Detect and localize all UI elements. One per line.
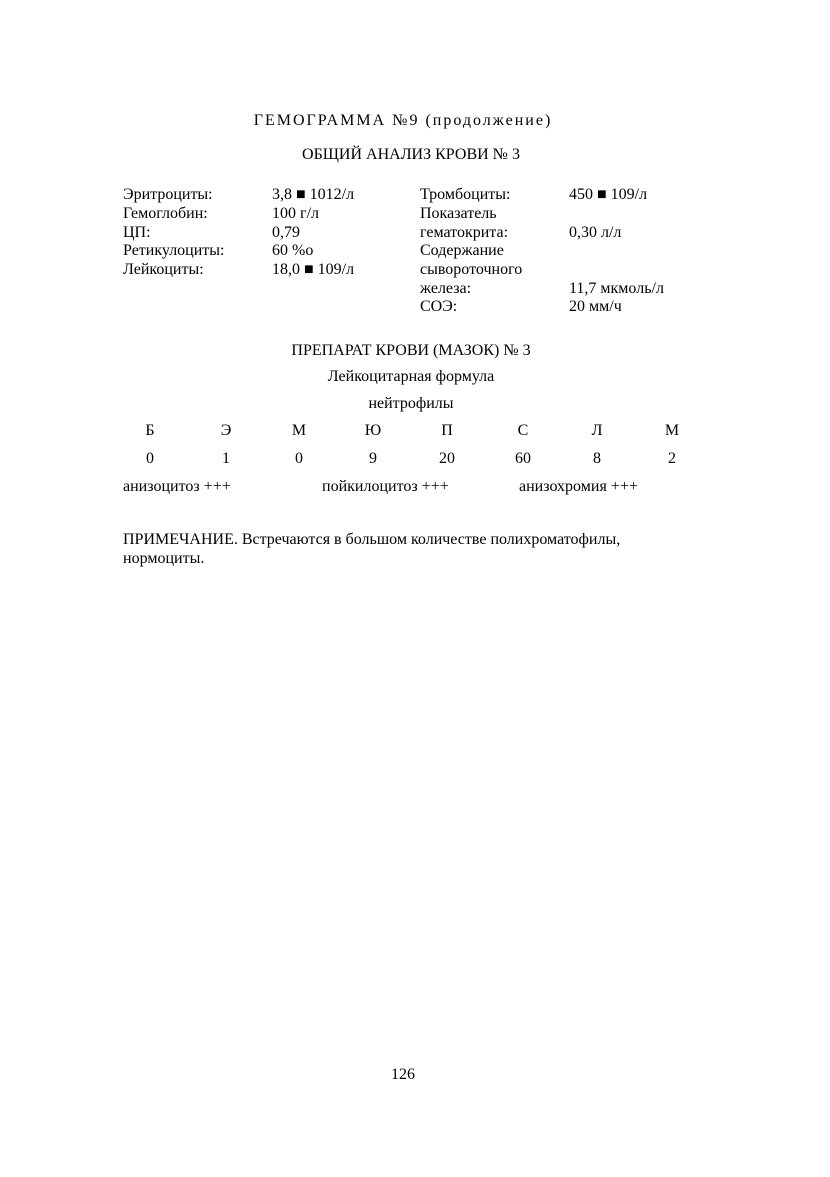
value-serum-iron: 11,7 мкмоль/л	[569, 280, 664, 297]
page-title: ГЕМОГРАММА №9 (продолжение)	[253, 112, 553, 129]
label-reticulocytes: Ретикулоциты:	[123, 242, 225, 259]
note-line-1: ПРИМЕЧАНИЕ. Встречаются в большом количестве полихроматофилы,	[123, 531, 621, 548]
column-header: Б	[145, 422, 155, 439]
value-color-index: 0,79	[272, 224, 300, 241]
section-title-blood-smear: ПРЕПАРАТ КРОВИ (МАЗОК) № 3	[291, 342, 531, 359]
finding-poikilocytosis: пойкилоцитоз +++	[322, 478, 449, 495]
value-esr: 20 мм/ч	[569, 298, 622, 315]
label-esr: СОЭ:	[420, 298, 458, 315]
label-hematocrit-line1: Показатель	[420, 205, 497, 222]
label-hematocrit-line2: гематокрита:	[420, 224, 509, 241]
column-header: Э	[220, 422, 232, 439]
column-value: 8	[593, 450, 601, 467]
finding-anisocytosis: анизоцитоз +++	[123, 478, 231, 495]
column-header: Л	[591, 422, 603, 439]
label-platelets: Тромбоциты:	[420, 186, 511, 203]
label-serum-iron-line1: Содержание	[420, 242, 504, 259]
label-serum-iron-line2: сывороточного	[420, 261, 523, 278]
column-header: Ю	[364, 422, 382, 439]
leukocyte-formula-title: Лейкоцитарная формула	[327, 368, 495, 385]
column-value: 1	[222, 450, 230, 467]
value-hematocrit: 0,30 л/л	[569, 224, 622, 241]
column-value: 2	[668, 450, 676, 467]
column-value: 60	[515, 450, 531, 467]
label-erythrocytes: Эритроциты:	[123, 186, 213, 203]
label-serum-iron-line3: железа:	[420, 280, 472, 297]
section-title-general-analysis: ОБЩИЙ АНАЛИЗ КРОВИ № 3	[302, 146, 520, 163]
neutrophils-label: нейтрофилы	[368, 395, 454, 412]
finding-anisochromia: анизохромия +++	[519, 478, 638, 495]
label-hemoglobin: Гемоглобин:	[123, 205, 208, 222]
column-header: С	[517, 422, 529, 439]
note-line-2: нормоциты.	[123, 550, 205, 567]
column-value: 0	[295, 450, 303, 467]
column-value: 0	[146, 450, 154, 467]
column-header: М	[291, 422, 307, 439]
label-color-index: ЦП:	[123, 224, 151, 241]
column-header: М	[664, 422, 680, 439]
value-erythrocytes: 3,8 ■ 1012/л	[272, 186, 355, 203]
column-value: 9	[369, 450, 377, 467]
column-value: 20	[439, 450, 455, 467]
value-hemoglobin: 100 г/л	[272, 205, 319, 222]
page-number: 126	[391, 1066, 415, 1083]
label-leukocytes: Лейкоциты:	[123, 261, 204, 278]
column-header: П	[441, 422, 453, 439]
value-platelets: 450 ■ 109/л	[569, 186, 648, 203]
value-leukocytes: 18,0 ■ 109/л	[272, 261, 355, 278]
value-reticulocytes: 60 %о	[272, 242, 314, 259]
